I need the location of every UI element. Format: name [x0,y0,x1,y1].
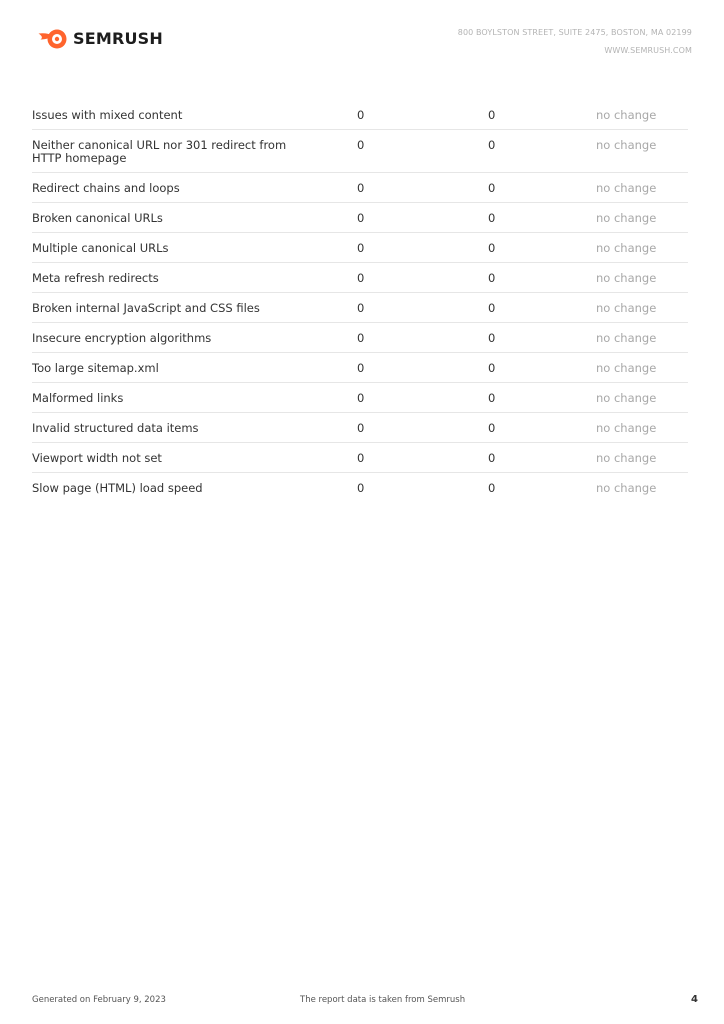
issue-name: Too large sitemap.xml [32,361,159,375]
issue-current-count: 0 [488,271,496,285]
table-row [32,383,688,413]
semrush-logo [38,26,163,52]
issue-change-status: no change [596,241,657,255]
issue-change-status: no change [596,361,657,375]
table-row [32,233,688,263]
table-row [32,323,688,353]
issue-change-status: no change [596,271,657,285]
table-row [32,473,688,502]
issue-name: Broken canonical URLs [32,211,163,225]
issue-name: Broken internal JavaScript and CSS files [32,301,260,315]
issue-name: Redirect chains and loops [32,181,180,195]
issue-name: Insecure encryption algorithms [32,331,212,345]
issue-name: Slow page (HTML) load speed [32,481,203,495]
issue-previous-count: 0 [357,108,365,122]
table-row [32,130,688,173]
issue-previous-count: 0 [357,391,365,405]
issue-current-count: 0 [488,421,496,435]
table-row [32,173,688,203]
issue-current-count: 0 [488,361,496,375]
issue-previous-count: 0 [357,211,365,225]
issue-current-count: 0 [488,181,496,195]
issue-previous-count: 0 [357,271,365,285]
issue-current-count: 0 [488,301,496,315]
issue-current-count: 0 [488,331,496,345]
company-website: WWW.SEMRUSH.COM [604,46,692,55]
issue-previous-count: 0 [357,241,365,255]
issue-current-count: 0 [488,391,496,405]
table-row [32,413,688,443]
table-row [32,263,688,293]
issue-name: Meta refresh redirects [32,271,159,285]
page-number: 4 [691,994,698,1005]
issue-change-status: no change [596,481,657,495]
issue-previous-count: 0 [357,421,365,435]
issue-current-count: 0 [488,451,496,465]
issue-name: Issues with mixed content [32,108,183,122]
issue-change-status: no change [596,421,657,435]
table-row [32,203,688,233]
generated-date: Generated on February 9, 2023 [32,995,166,1005]
issue-name: Viewport width not set [32,451,162,465]
page-footer [32,995,698,1009]
table-row [32,353,688,383]
issue-current-count: 0 [488,138,496,152]
issue-change-status: no change [596,391,657,405]
issue-previous-count: 0 [357,451,365,465]
brand-name: SEMRUSH [73,29,164,48]
issue-previous-count: 0 [357,138,365,152]
issue-change-status: no change [596,108,657,122]
issue-name: Invalid structured data items [32,421,199,435]
issue-change-status: no change [596,138,657,152]
issue-change-status: no change [596,211,657,225]
issue-previous-count: 0 [357,481,365,495]
data-source-note: The report data is taken from Semrush [300,995,466,1005]
issue-previous-count: 0 [357,331,365,345]
issue-current-count: 0 [488,481,496,495]
issue-name: Multiple canonical URLs [32,241,169,255]
semrush-logo-icon [38,27,70,51]
issue-previous-count: 0 [357,361,365,375]
issue-name: Malformed links [32,391,124,405]
issue-current-count: 0 [488,108,496,122]
issue-name: Neither canonical URL nor 301 redirect from HTTP homepage [32,138,287,165]
issue-change-status: no change [596,181,657,195]
company-address-block [458,24,692,60]
issue-change-status: no change [596,451,657,465]
table-row [32,293,688,323]
table-row [32,443,688,473]
issue-change-status: no change [596,331,657,345]
table-row [32,100,688,130]
issue-current-count: 0 [488,241,496,255]
issues-table [32,100,688,502]
issue-current-count: 0 [488,211,496,225]
issue-change-status: no change [596,301,657,315]
issue-previous-count: 0 [357,181,365,195]
company-address: 800 BOYLSTON STREET, SUITE 2475, BOSTON, MA 02199 [457,28,692,37]
issue-previous-count: 0 [357,301,365,315]
